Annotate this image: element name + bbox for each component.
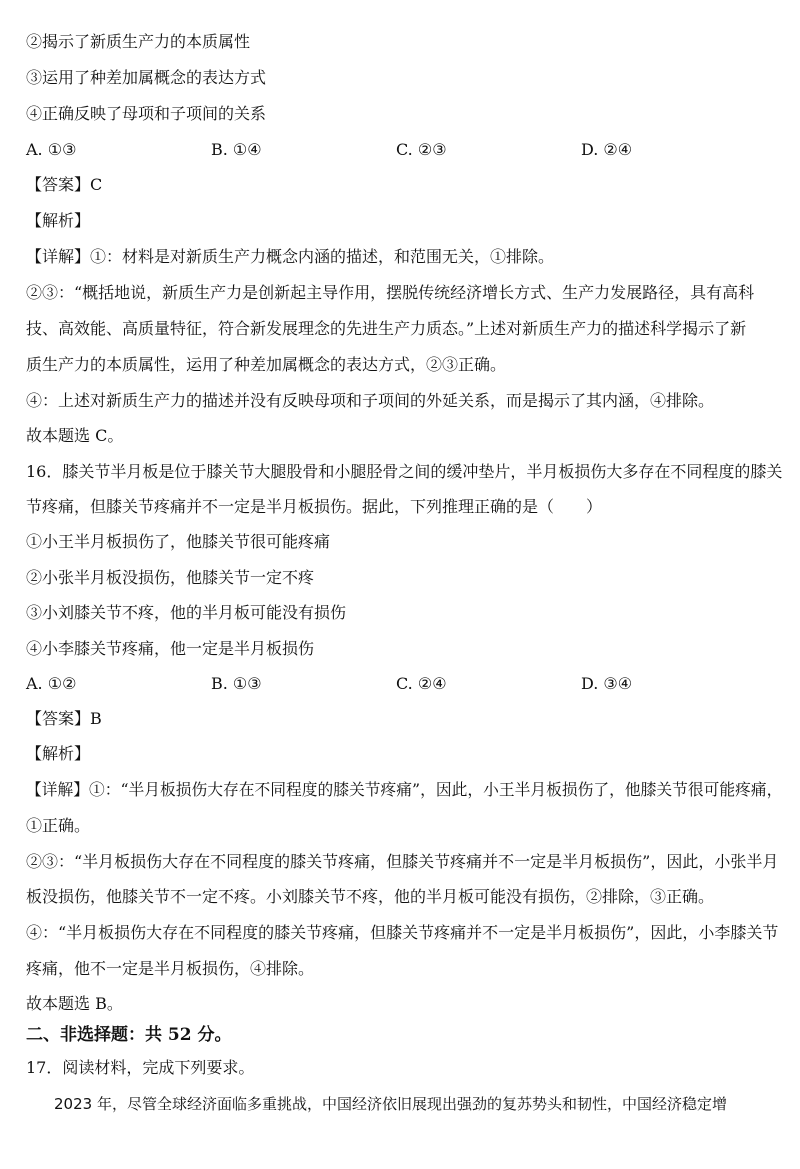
q16-statement-1: ①小王半月板损伤了，他膝关节很可能疼痛 bbox=[26, 532, 331, 551]
q17-material-line: 2023 年，尽管全球经济面临多重挑战，中国经济依旧展现出强劲的复苏势头和韧性，中国经济稳定增 bbox=[54, 1095, 727, 1113]
q15-option-c: C. ②③ bbox=[396, 140, 447, 159]
q16-statement-3: ③小刘膝关节不疼，他的半月板可能没有损伤 bbox=[26, 603, 347, 622]
q15-options bbox=[26, 139, 766, 161]
q16-option-d: D. ③④ bbox=[581, 674, 633, 693]
q16-answer: 【答案】B bbox=[26, 709, 102, 728]
q15-analysis-label: 【解析】 bbox=[26, 211, 91, 230]
q15-statement-3: ③运用了种差加属概念的表达方式 bbox=[26, 68, 267, 87]
q15-detail-line-1: 【详解】①：材料是对新质生产力概念内涵的描述，和范围无关，①排除。 bbox=[26, 247, 555, 266]
q16-option-c: C. ②④ bbox=[396, 674, 447, 693]
q16-statement-2: ②小张半月板没损伤，他膝关节一定不疼 bbox=[26, 568, 315, 587]
q15-detail-line-5: ④：上述对新质生产力的描述并没有反映母项和子项间的外延关系，而是揭示了其内涵，④排除。 bbox=[26, 391, 715, 410]
q16-detail-line-4: 板没损伤，他膝关节不一定不疼。小刘膝关节不疼，他的半月板可能没有损伤，②排除，③正确。 bbox=[26, 887, 715, 906]
q16-detail-line-3: ②③：“半月板损伤大存在不同程度的膝关节疼痛，但膝关节疼痛并不一定是半月板损伤”，因此，小张半月 bbox=[26, 852, 779, 871]
q16-detail-line-1: 【详解】①：“半月板损伤大存在不同程度的膝关节疼痛”，因此，小王半月板损伤了，他膝关节很可能疼痛， bbox=[26, 780, 783, 799]
q16-analysis-label: 【解析】 bbox=[26, 744, 91, 763]
q15-detail-line-6: 故本题选 C。 bbox=[26, 426, 124, 445]
q15-detail-line-2: ②③：“概括地说，新质生产力是创新起主导作用，摆脱传统经济增长方式、生产力发展路径，具有高科 bbox=[26, 283, 755, 302]
q15-statement-2: ②揭示了新质生产力的本质属性 bbox=[26, 32, 251, 51]
q16-statement-4: ④小李膝关节疼痛，他一定是半月板损伤 bbox=[26, 639, 315, 658]
q16-options bbox=[26, 673, 766, 695]
q15-detail-line-3: 技、高效能、高质量特征，符合新发展理念的先进生产力质态。”上述对新质生产力的描述科学揭示了新 bbox=[26, 319, 747, 338]
q16-detail-line-7: 故本题选 B。 bbox=[26, 994, 123, 1013]
q16-option-b: B. ①③ bbox=[211, 674, 262, 693]
q16-stem-line-2: 节疼痛，但膝关节疼痛并不一定是半月板损伤。据此，下列推理正确的是（ ） bbox=[26, 497, 603, 516]
q16-detail-line-2: ①正确。 bbox=[26, 816, 91, 835]
q16-option-a: A. ①② bbox=[26, 674, 77, 693]
q15-statement-4: ④正确反映了母项和子项间的关系 bbox=[26, 104, 267, 123]
q15-answer: 【答案】C bbox=[26, 175, 103, 194]
q15-option-a: A. ①③ bbox=[26, 140, 77, 159]
q15-option-d: D. ②④ bbox=[581, 140, 633, 159]
q16-stem-line-1: 16．膝关节半月板是位于膝关节大腿股骨和小腿胫骨之间的缓冲垫片，半月板损伤大多存在不同程度的膝关 bbox=[26, 462, 783, 481]
q15-detail-line-4: 质生产力的本质属性，运用了种差加属概念的表达方式，②③正确。 bbox=[26, 355, 507, 374]
section-heading: 二、非选择题：共 52 分。 bbox=[26, 1025, 232, 1045]
q17-stem: 17．阅读材料，完成下列要求。 bbox=[26, 1058, 255, 1077]
q16-detail-line-5: ④：“半月板损伤大存在不同程度的膝关节疼痛，但膝关节疼痛并不一定是半月板损伤”，因此，小李膝关节 bbox=[26, 923, 779, 942]
q15-option-b: B. ①④ bbox=[211, 140, 262, 159]
q16-detail-line-6: 疼痛，他不一定是半月板损伤，④排除。 bbox=[26, 959, 315, 978]
